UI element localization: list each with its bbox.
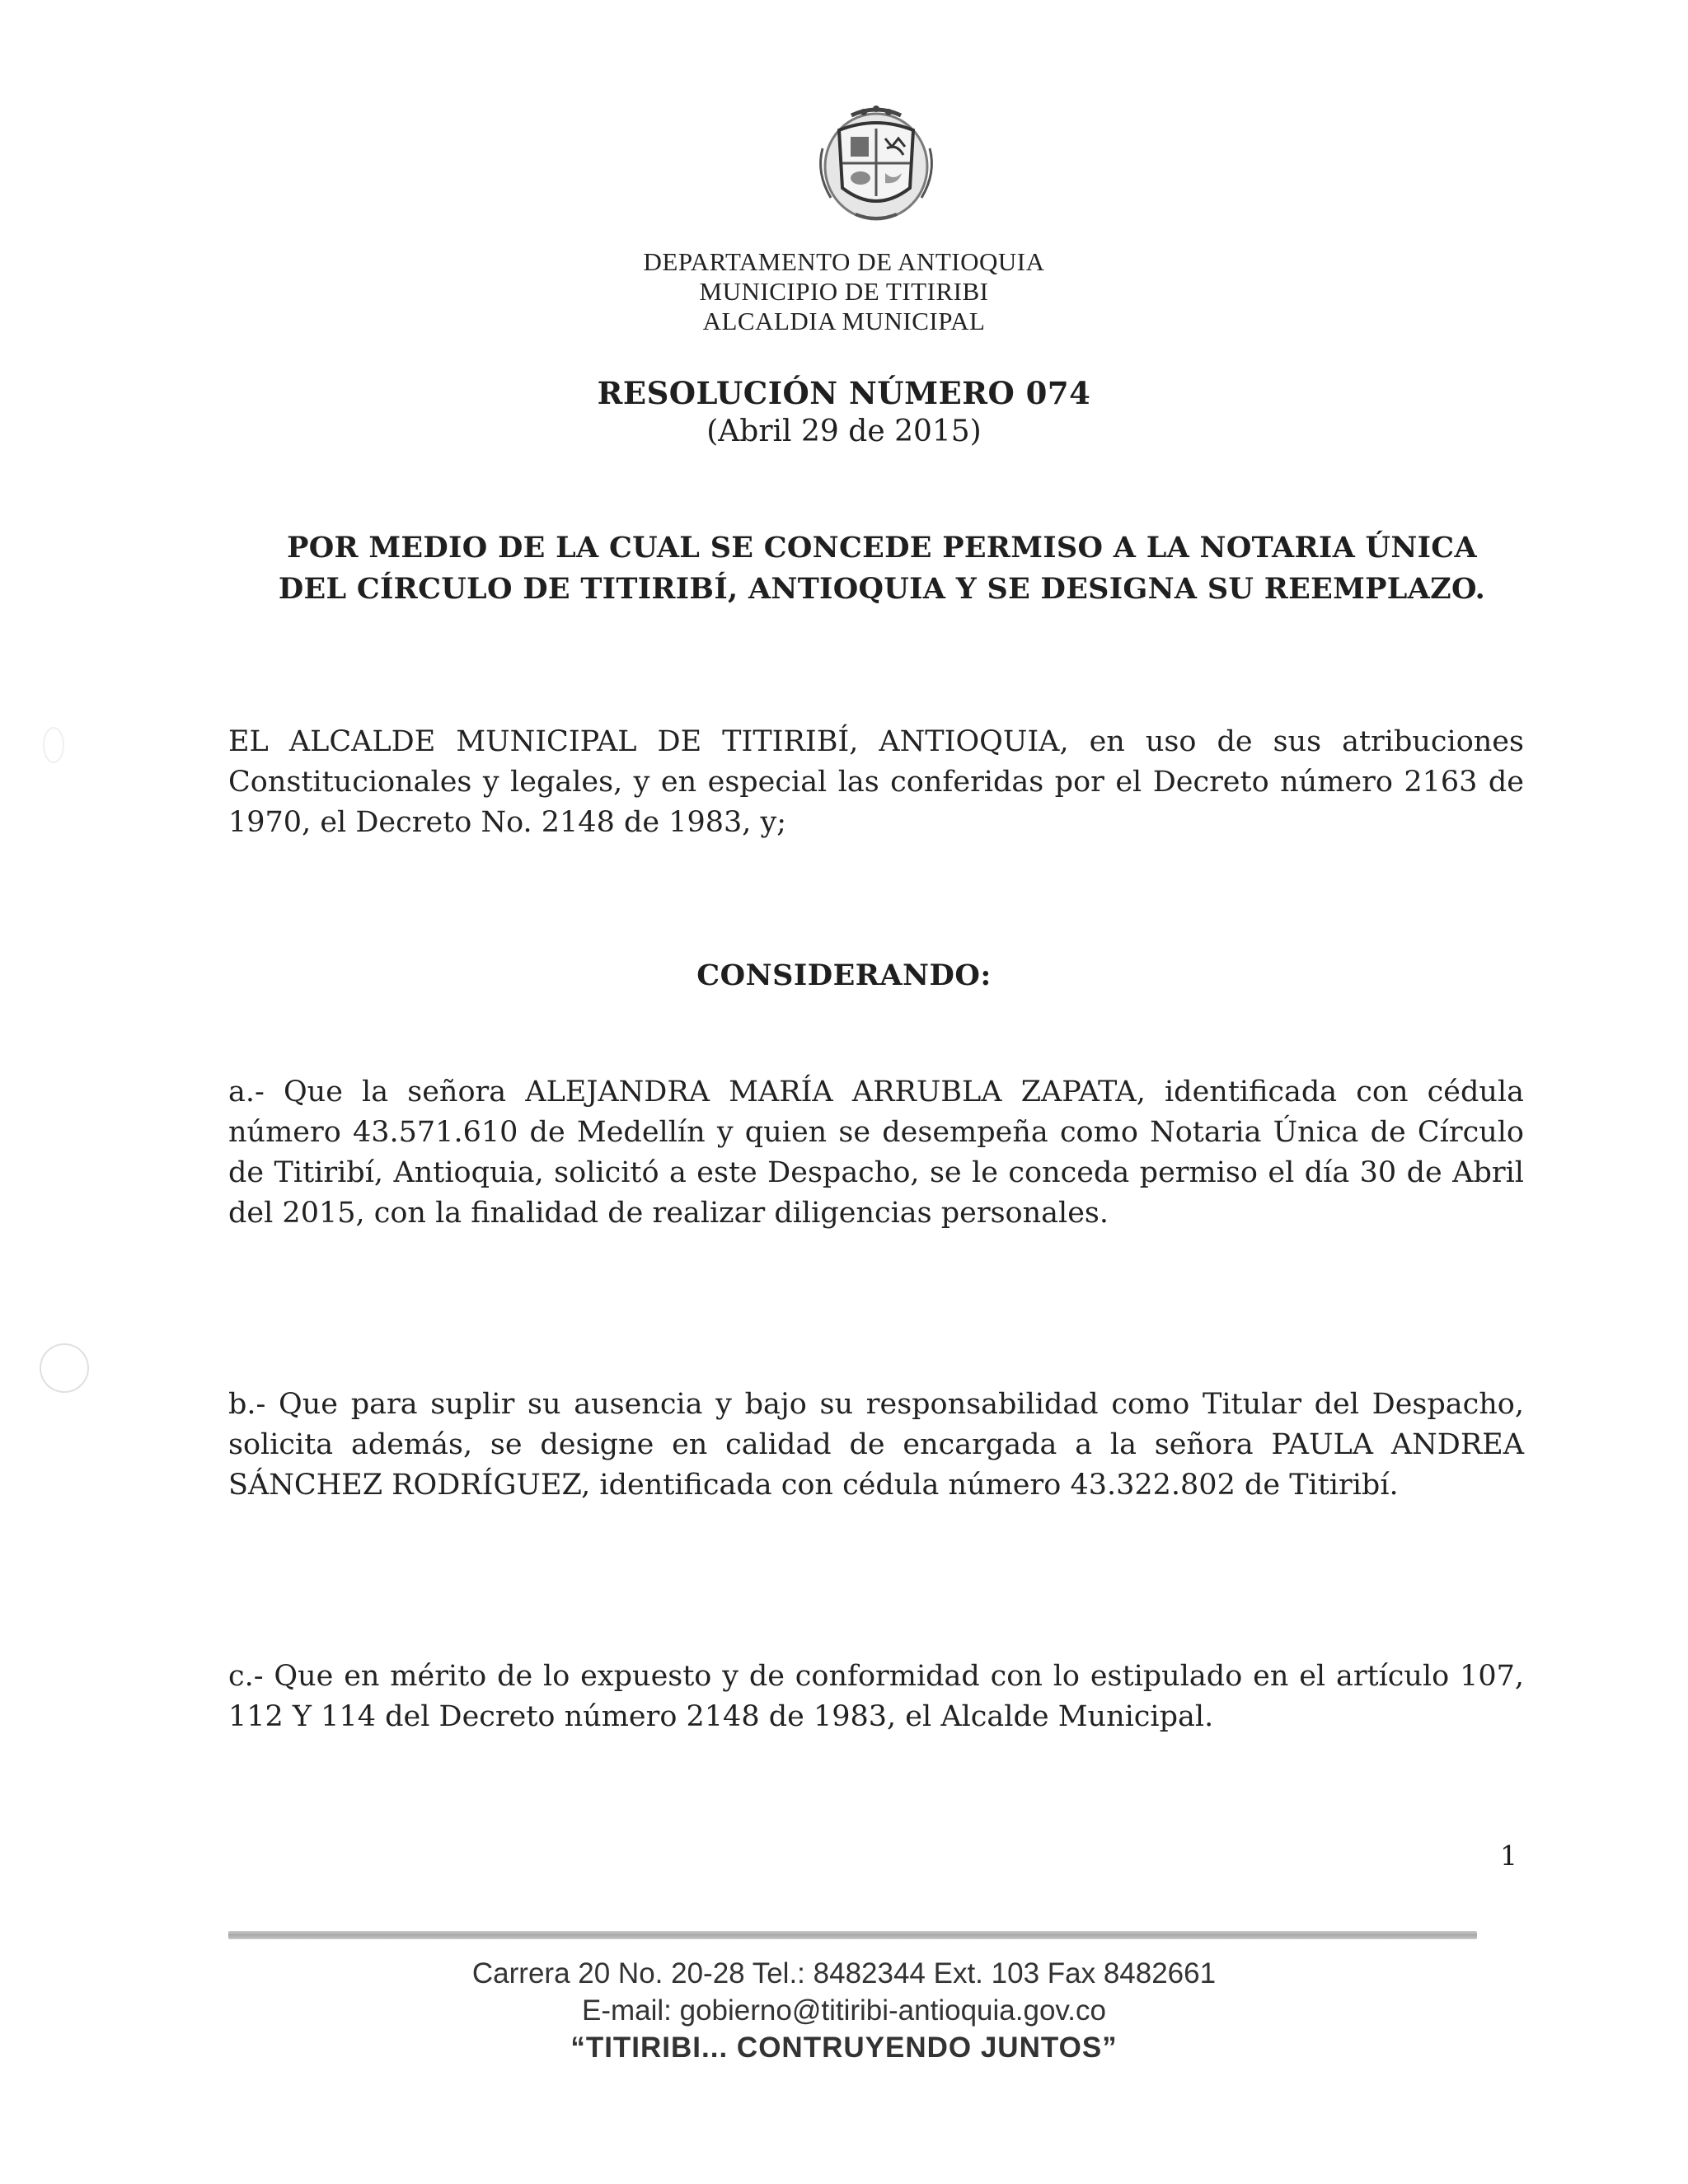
resolution-subject [239, 527, 1525, 610]
considerando-item-a: a.- Que la señora ALEJANDRA MARÍA ARRUBLA ZAPATA, identificada con cédula número 43.571.610 de Medellín y quien se desempeña como Notaria Única de Círculo de Titiribí, Antioquia, solicitó a este Despacho, se le conceda permiso el día 30 de Abril del 2015, con la finalidad de realizar diligencias personales. [228, 1076, 1524, 1230]
header-office: ALCALDIA MUNICIPAL [702, 307, 986, 335]
header-municipality: MUNICIPIO DE TITIRIBI [699, 277, 989, 306]
letterhead [0, 247, 1688, 336]
resolution-date: (Abril 29 de 2015) [706, 415, 982, 448]
coat-of-arms-seal [806, 99, 946, 231]
header-department: DEPARTAMENTO DE ANTIOQUIA [643, 247, 1045, 276]
considerando-item-b: b.- Que para suplir su ausencia y bajo su responsabilidad como Titular del Despacho, solicita además, se designe en calidad de encargada a la señora PAULA ANDREA SÁNCHEZ RODRÍGUEZ, identificada con cédula número 43.322.802 de Titiribí. [228, 1388, 1524, 1502]
considerando-heading: CONSIDERANDO: [696, 958, 992, 992]
resolution-title: RESOLUCIÓN NÚMERO 074 [597, 375, 1091, 411]
footer-email: E-mail: gobierno@titiribi-antioquia.gov.co [581, 1994, 1106, 2027]
footer [0, 1955, 1688, 2066]
intro-paragraph: EL ALCALDE MUNICIPAL DE TITIRIBÍ, ANTIOQUIA, en uso de sus atribuciones Constitucionales y legales, y en especial las conferidas por el Decreto número 2163 de 1970, el Decreto No. 2148 de 1983, y; [228, 725, 1524, 839]
footer-slogan: “TITIRIBI... CONTRUYENDO JUNTOS” [570, 2032, 1118, 2064]
punch-hole-mark [40, 1343, 89, 1393]
subject-line-1: POR MEDIO DE LA CUAL SE CONCEDE PERMISO A LA NOTARIA ÚNICA [287, 531, 1477, 565]
subject-line-2: DEL CÍRCULO DE TITIRIBÍ, ANTIOQUIA Y SE DESIGNA SU REEMPLAZO. [278, 572, 1486, 606]
footer-divider [228, 1931, 1477, 1939]
page-number: 1 [1500, 1840, 1517, 1872]
punch-hole-mark [43, 727, 64, 763]
considerando-item-c: c.- Que en mérito de lo expuesto y de conformidad con lo estipulado en el artículo 107, 112 Y 114 del Decreto número 2148 de 1983, el Alcalde Municipal. [228, 1660, 1524, 1733]
footer-address: Carrera 20 No. 20-28 Tel.: 8482344 Ext. 103 Fax 8482661 [471, 1957, 1217, 1990]
